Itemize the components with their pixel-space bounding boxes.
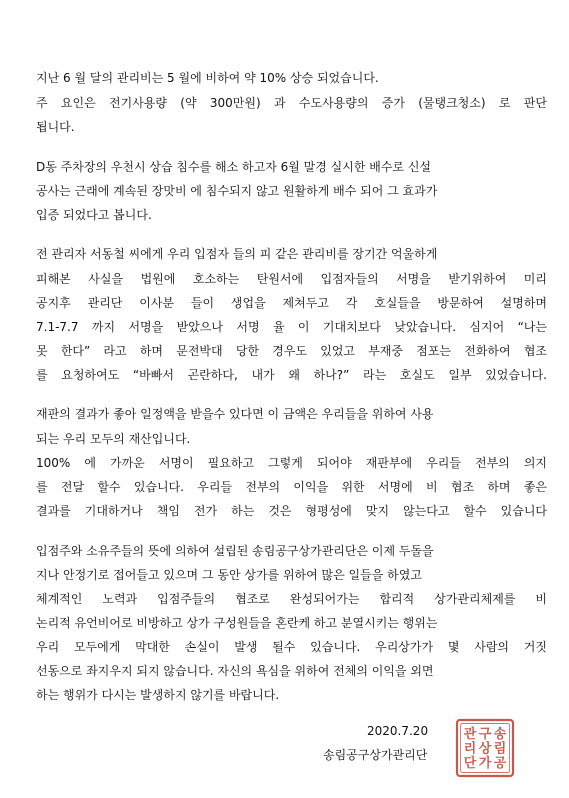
paragraph-1-line-2: 주 요인은 전기사용량 (약 300만원) 과 수도사용량의 증가 (물탱크청소) 로 판단 [36,96,547,110]
paragraph-1-line-1: 지난 6 월 달의 관리비는 5 월에 비하여 약 10% 상승 되었습니다. [36,71,379,85]
seal-character: 림 [493,741,507,757]
paragraph-3-line-1: 전 관리자 서동철 씨에게 우리 입점자 들의 피 같은 관리비를 장기간 억울하게 [36,247,438,261]
seal-character: 상 [478,741,492,757]
paragraph-4-line-3: 100% 에 가까운 서명이 필요하고 그렇게 되어야 재판부에 우리들 전부의 의지 [36,456,547,470]
seal-character: 송 [493,727,507,742]
paragraph-5-line-2: 지나 안정기로 접어들고 있으며 그 동안 상가를 위하여 많은 일들을 하였고 [36,568,422,582]
paragraph-3-line-5: 못 한다” 라고 하며 문전박대 당한 경우도 있었고 부재중 점포는 전화하여 협조 [36,344,547,358]
paragraph-4-line-1: 재판의 결과가 좋아 일정액을 받을수 있다면 이 금액은 우리들을 위하여 사용 [36,407,434,421]
paragraph-5-line-3: 체계적인 노력과 입점주들의 협조로 완성되어가는 합리적 상가관리체제를 비 [36,592,547,606]
paragraph-5-line-4: 논리적 유언비어로 비방하고 상가 구성원들을 혼란케 하고 분열시키는 행위는 [36,616,438,630]
official-seal-stamp [455,718,515,778]
paragraph-4-line-5: 결과를 기대하거나 책임 전가 하는 것은 형평성에 맞지 않는다고 할수 있습니다 [36,504,547,518]
paragraph-3-line-4: 7.1-7.7 까지 서명을 받았으나 서명 율 이 기대치보다 낮았습니다. 심지어 “나는 [36,320,547,334]
seal-character: 리 [463,741,477,757]
paragraph-3-line-3: 공지후 관리단 이사분 들이 생업을 제쳐두고 각 호실들을 방문하여 설명하며 [36,296,547,310]
paragraph-3-line-6: 를 요청하여도 “바빠서 곤란하다, 내가 왜 하나?” 라는 호실도 일부 있었습니다. [36,368,547,382]
paragraph-4-line-2: 되는 우리 모두의 재산입니다. [36,432,191,446]
paragraph-5-line-5: 우리 모두에게 막대한 손실이 발생 될수 있습니다. 우리상가가 몇 사람의 거짓 [36,640,547,654]
seal-character: 공 [493,756,507,771]
paragraph-2-line-1: D동 주차장의 우천시 상습 침수를 해소 하고자 6월 말경 실시한 배수로 신설 [36,160,432,174]
signature-date: 2020.7.20 [367,724,429,738]
paragraph-1-line-3: 됩니다. [36,120,75,134]
seal-character: 가 [478,756,492,771]
paragraph-3-line-2: 피해본 사실을 법원에 호소하는 탄원서에 입점자들의 서명을 받기위하여 미리 [36,272,547,286]
seal-character: 관 [463,727,477,742]
seal-character: 단 [463,756,477,771]
paragraph-4-line-4: 를 전달 할수 있습니다. 우리들 전부의 이익을 위한 서명에 비 협조 하며 좋은 [36,480,547,494]
paragraph-2-line-3: 입증 되었다고 봅니다. [36,208,152,222]
seal-character: 구 [478,727,492,742]
signature-organization: 송림공구상가관리단 [323,748,428,762]
paragraph-5-line-1: 입점주와 소유주들의 뜻에 의하여 설립된 송림공구상가관리단은 이제 두돌을 [36,544,434,558]
paragraph-2-line-2: 공사는 근래에 계속된 장맛비 에 침수되지 않고 원활하게 배수 되어 그 효과가 [36,184,438,198]
paragraph-5-line-6: 선동으로 좌지우지 되지 않습니다. 자신의 욕심을 위하여 전체의 이익을 외면 [36,664,434,678]
paragraph-5-line-7: 하는 행위가 다시는 발생하지 않기를 바랍니다. [36,688,280,702]
